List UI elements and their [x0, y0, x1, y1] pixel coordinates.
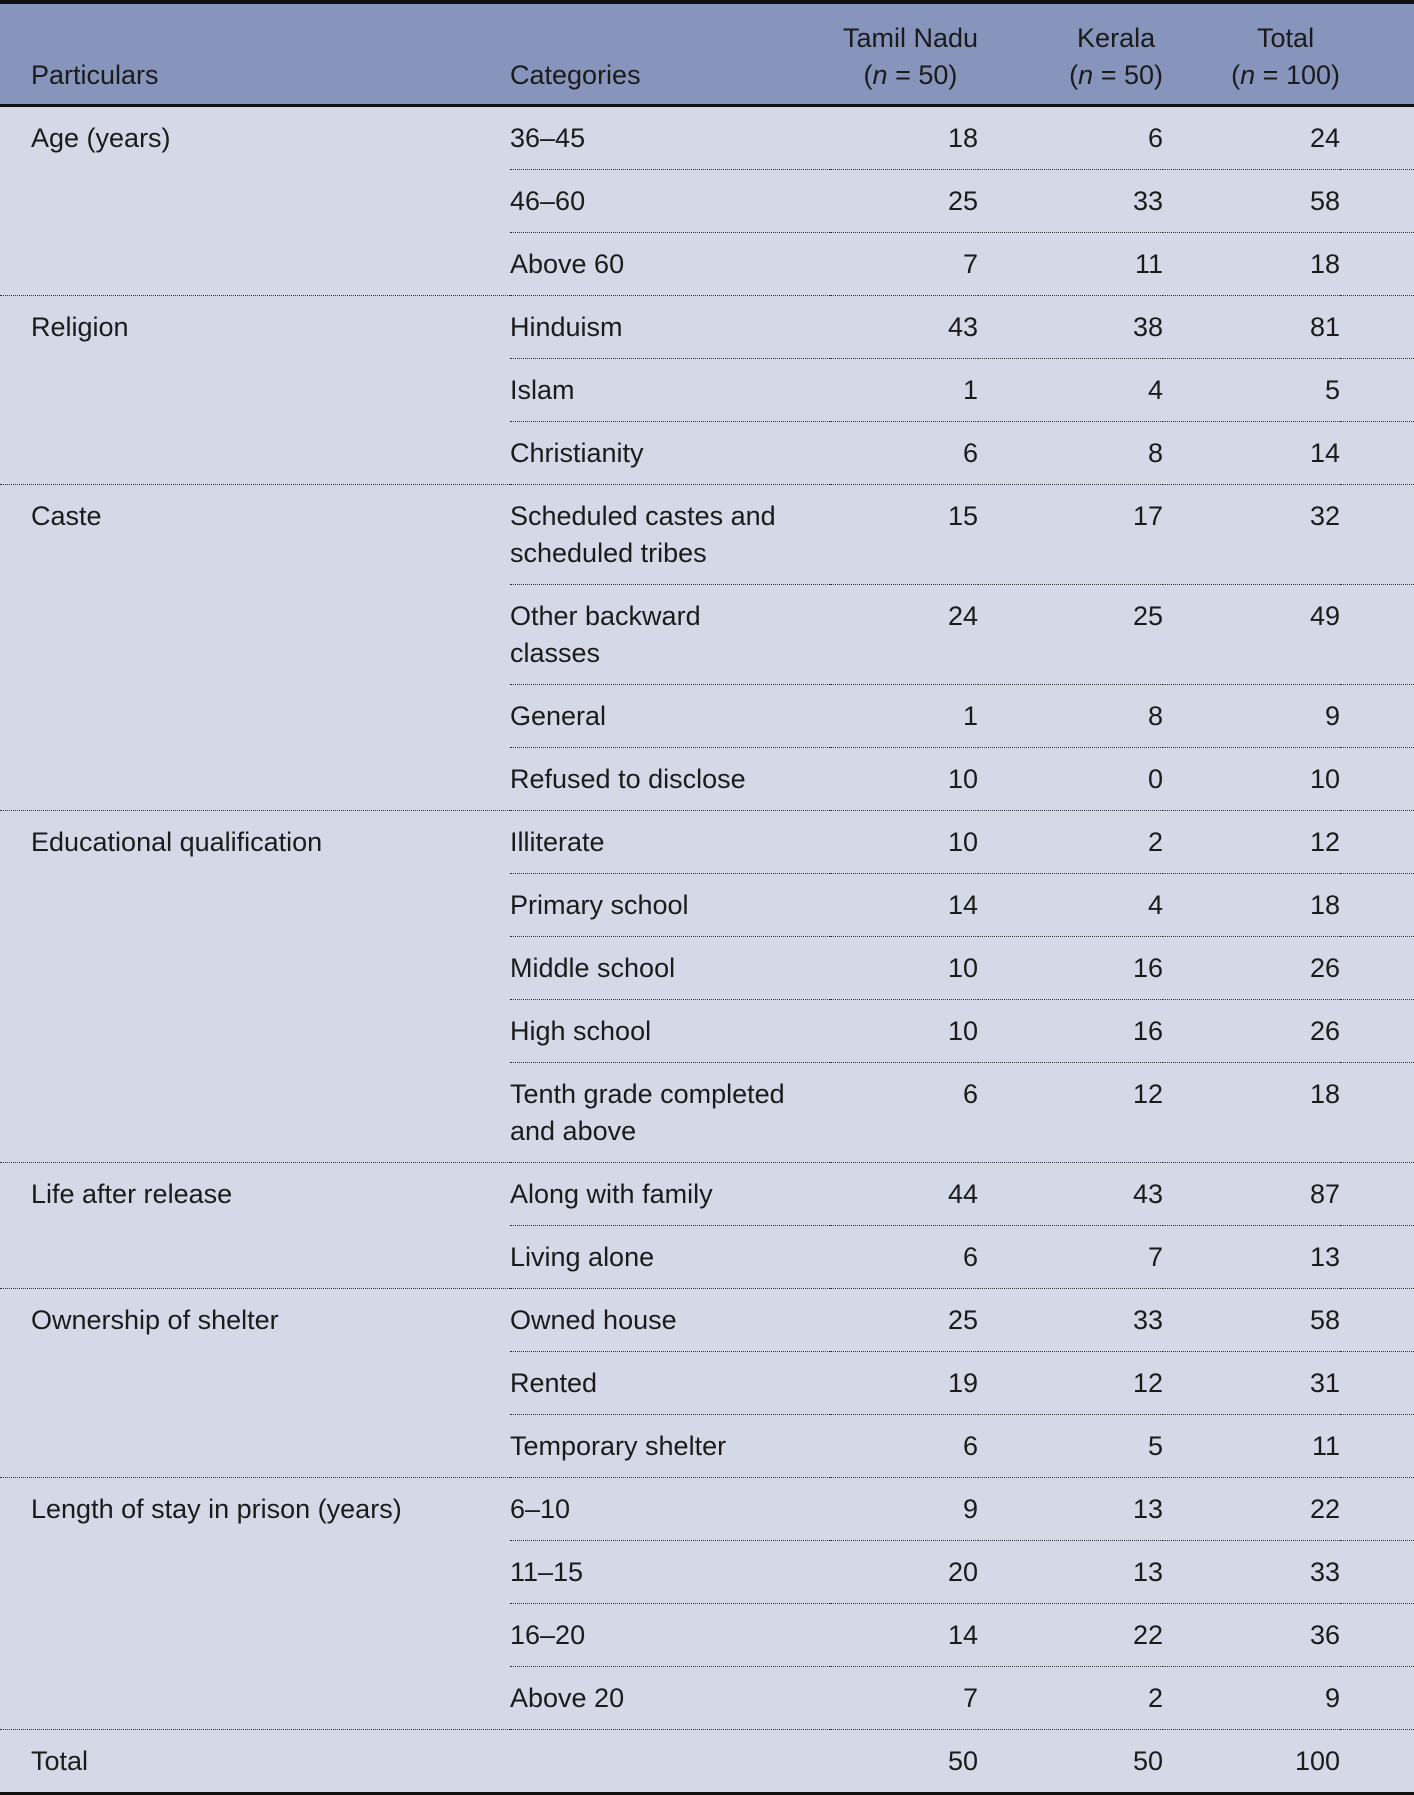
particulars-cell: Religion	[0, 296, 510, 359]
kerala-cell: 16	[978, 1000, 1163, 1063]
particulars-cell	[0, 359, 510, 422]
header-row	[0, 2, 1414, 106]
particulars-cell	[0, 1541, 510, 1604]
total-cell: 14	[1163, 422, 1340, 485]
total-cell: 58	[1163, 1289, 1340, 1352]
table-row	[0, 1163, 1414, 1226]
particulars-cell: Caste	[0, 485, 510, 585]
kerala-cell: 13	[978, 1478, 1163, 1541]
particulars-cell: Age (years)	[31, 123, 171, 153]
n-symbol: n	[1078, 60, 1094, 90]
total-cell: 9	[1163, 1667, 1340, 1730]
total-cell: 24	[1309, 123, 1340, 153]
tamil-nadu-cell: 25	[830, 170, 978, 233]
spacer-cell	[1340, 874, 1414, 937]
total-cell: 5	[1163, 359, 1340, 422]
kerala-cell: 12	[978, 1063, 1163, 1163]
particulars-cell	[0, 170, 510, 233]
particulars-cell	[0, 1063, 510, 1163]
table-row	[0, 748, 1414, 811]
particulars-cell	[0, 1667, 510, 1730]
kerala-cell: 6	[1147, 123, 1163, 153]
category-cell: High school	[510, 1000, 830, 1063]
table-row	[0, 585, 1414, 685]
total-cell: 12	[1163, 811, 1340, 874]
table-row	[0, 1226, 1414, 1289]
kerala-cell: 8	[978, 422, 1163, 485]
category-cell: 6–10	[510, 1478, 830, 1541]
spacer-cell	[1340, 811, 1414, 874]
header-kerala	[978, 2, 1163, 106]
category-cell: Tenth grade completed and above	[510, 1063, 830, 1163]
total-cell: 9	[1163, 685, 1340, 748]
spacer-cell	[1340, 1163, 1414, 1226]
particulars-cell	[0, 1000, 510, 1063]
kerala-cell: 38	[978, 296, 1163, 359]
header-particulars: Particulars	[0, 2, 510, 106]
table-row	[0, 1667, 1414, 1730]
particulars-cell	[0, 422, 510, 485]
category-cell: Christianity	[510, 422, 830, 485]
n-value: = 50	[1100, 60, 1154, 90]
tamil-nadu-cell: 10	[830, 1000, 978, 1063]
table-row	[0, 1289, 1414, 1352]
particulars-cell	[0, 233, 510, 296]
particulars-cell	[0, 1352, 510, 1415]
total-cell: 32	[1163, 485, 1340, 585]
table-row	[0, 359, 1414, 422]
particulars-cell	[0, 585, 510, 685]
particulars-cell: Life after release	[0, 1163, 510, 1226]
category-cell	[510, 1730, 830, 1794]
table-row	[0, 1063, 1414, 1163]
table-row	[0, 811, 1414, 874]
total-cell: 13	[1163, 1226, 1340, 1289]
kerala-cell: 11	[978, 233, 1163, 296]
table-row	[0, 1541, 1414, 1604]
tamil-nadu-cell: 43	[830, 296, 978, 359]
tamil-nadu-cell: 25	[830, 1289, 978, 1352]
n-symbol: n	[872, 60, 888, 90]
spacer-cell	[1340, 422, 1414, 485]
spacer-cell	[1340, 1352, 1414, 1415]
kerala-cell: 13	[978, 1541, 1163, 1604]
particulars-cell	[0, 874, 510, 937]
particulars-cell	[0, 1226, 510, 1289]
category-cell: Primary school	[510, 874, 830, 937]
tamil-nadu-cell: 6	[830, 1063, 978, 1163]
spacer-cell	[1340, 1604, 1414, 1667]
spacer-cell	[1340, 748, 1414, 811]
category-cell: Illiterate	[510, 811, 830, 874]
total-cell: 49	[1163, 585, 1340, 685]
grand-total: 100	[1163, 1730, 1340, 1794]
spacer-cell	[1340, 1667, 1414, 1730]
category-cell: Along with family	[510, 1163, 830, 1226]
category-cell: 11–15	[510, 1541, 830, 1604]
tamil-nadu-cell: 6	[830, 1226, 978, 1289]
spacer-cell	[1340, 1000, 1414, 1063]
n-value: = 50	[895, 60, 949, 90]
category-cell: Owned house	[510, 1289, 830, 1352]
tamil-nadu-cell: 7	[830, 233, 978, 296]
total-cell: 11	[1163, 1415, 1340, 1478]
kerala-total: 50	[978, 1730, 1163, 1794]
particulars-cell: Educational qualification	[0, 811, 510, 874]
tamil-nadu-cell: 24	[830, 585, 978, 685]
table-row	[0, 1604, 1414, 1667]
particulars-cell	[0, 1604, 510, 1667]
category-cell: Middle school	[510, 937, 830, 1000]
spacer-cell	[1340, 1415, 1414, 1478]
tamil-nadu-cell: 44	[830, 1163, 978, 1226]
spacer-cell	[1340, 233, 1414, 296]
kerala-cell: 25	[978, 585, 1163, 685]
table-row	[0, 685, 1414, 748]
category-cell: Hinduism	[510, 296, 830, 359]
particulars-cell	[0, 748, 510, 811]
kerala-cell: 4	[978, 359, 1163, 422]
tamil-nadu-cell: 1	[830, 359, 978, 422]
category-cell: Above 20	[510, 1667, 830, 1730]
kerala-cell: 43	[978, 1163, 1163, 1226]
tamil-nadu-cell: 14	[830, 1604, 978, 1667]
particulars-cell: Length of stay in prison (years)	[0, 1478, 510, 1541]
n-value: = 100	[1262, 60, 1331, 90]
total-cell: 18	[1163, 1063, 1340, 1163]
total-cell: 36	[1163, 1604, 1340, 1667]
category-cell: 36–45	[510, 123, 586, 153]
kerala-cell: 22	[978, 1604, 1163, 1667]
category-cell: General	[510, 685, 830, 748]
table-row	[0, 170, 1414, 233]
spacer-cell	[1340, 296, 1414, 359]
total-cell: 58	[1163, 170, 1340, 233]
spacer-cell	[1340, 485, 1414, 585]
tamil-nadu-cell: 15	[830, 485, 978, 585]
table-row	[0, 1415, 1414, 1478]
total-cell: 18	[1163, 874, 1340, 937]
spacer-cell	[1340, 170, 1414, 233]
category-cell: Living alone	[510, 1226, 830, 1289]
spacer-cell	[1340, 937, 1414, 1000]
total-cell: 81	[1163, 296, 1340, 359]
tamil-nadu-cell: 18	[947, 123, 978, 153]
tamil-nadu-cell: 6	[830, 1415, 978, 1478]
spacer-cell	[1340, 1541, 1414, 1604]
column-name: Total	[1257, 23, 1315, 53]
table-row	[0, 233, 1414, 296]
tamil-nadu-cell: 19	[830, 1352, 978, 1415]
table-row	[0, 937, 1414, 1000]
total-cell: 33	[1163, 1541, 1340, 1604]
column-header-text: Total (n = 100)	[1231, 23, 1340, 90]
table-row	[0, 106, 1414, 170]
category-cell: Scheduled castes and scheduled tribes	[510, 485, 830, 585]
table-row	[0, 874, 1414, 937]
category-cell: 16–20	[510, 1604, 830, 1667]
column-name: Tamil Nadu	[842, 23, 978, 53]
total-cell: 26	[1163, 1000, 1340, 1063]
total-row	[0, 1730, 1414, 1794]
kerala-cell: 16	[978, 937, 1163, 1000]
tamil-nadu-cell: 9	[830, 1478, 978, 1541]
category-cell: Above 60	[510, 233, 830, 296]
table-row	[0, 296, 1414, 359]
spacer-cell	[1340, 106, 1414, 170]
spacer-cell	[1340, 1478, 1414, 1541]
category-cell: Other backward classes	[510, 585, 830, 685]
kerala-cell: 33	[978, 170, 1163, 233]
spacer-cell	[1340, 1289, 1414, 1352]
spacer-cell	[1340, 1730, 1414, 1794]
column-name: Kerala	[1077, 23, 1156, 53]
column-header-text: Tamil Nadu (n = 50)	[842, 23, 978, 90]
tamil-nadu-cell: 14	[830, 874, 978, 937]
tamil-nadu-cell: 20	[830, 1541, 978, 1604]
particulars-cell	[0, 937, 510, 1000]
tamil-nadu-cell: 10	[830, 937, 978, 1000]
table-row	[0, 1478, 1414, 1541]
spacer-cell	[1340, 1226, 1414, 1289]
particulars-cell: Ownership of shelter	[0, 1289, 510, 1352]
kerala-cell: 2	[978, 811, 1163, 874]
spacer-cell	[1340, 1063, 1414, 1163]
total-cell: 10	[1163, 748, 1340, 811]
kerala-cell: 2	[978, 1667, 1163, 1730]
category-cell: Islam	[510, 359, 830, 422]
tamil-nadu-cell: 6	[830, 422, 978, 485]
column-header-text: Kerala (n = 50)	[1069, 23, 1163, 90]
spacer-cell	[1340, 685, 1414, 748]
table-row	[0, 1352, 1414, 1415]
kerala-cell: 8	[978, 685, 1163, 748]
tamil-nadu-cell: 7	[830, 1667, 978, 1730]
header-categories: Categories	[510, 2, 830, 106]
tamil-nadu-cell: 1	[830, 685, 978, 748]
kerala-cell: 12	[978, 1352, 1163, 1415]
total-cell: 87	[1163, 1163, 1340, 1226]
n-symbol: n	[1240, 60, 1256, 90]
table-row	[0, 1000, 1414, 1063]
kerala-cell: 0	[978, 748, 1163, 811]
category-cell: Refused to disclose	[510, 748, 830, 811]
total-cell: 18	[1163, 233, 1340, 296]
particulars-cell	[0, 1415, 510, 1478]
category-cell: Temporary shelter	[510, 1415, 830, 1478]
table-row	[0, 485, 1414, 585]
tamil-nadu-cell: 10	[830, 811, 978, 874]
category-cell: 46–60	[510, 170, 830, 233]
header-tamil-nadu	[830, 2, 978, 106]
spacer-cell	[1340, 359, 1414, 422]
category-cell: Rented	[510, 1352, 830, 1415]
total-label: Total	[0, 1730, 510, 1794]
kerala-cell: 5	[978, 1415, 1163, 1478]
particulars-cell	[0, 685, 510, 748]
header-total	[1163, 2, 1340, 106]
tamil-nadu-cell: 10	[830, 748, 978, 811]
kerala-cell: 33	[978, 1289, 1163, 1352]
total-cell: 31	[1163, 1352, 1340, 1415]
kerala-cell: 4	[978, 874, 1163, 937]
kerala-cell: 7	[978, 1226, 1163, 1289]
total-cell: 22	[1163, 1478, 1340, 1541]
total-cell: 26	[1163, 937, 1340, 1000]
spacer-cell	[1340, 585, 1414, 685]
tamil-nadu-total: 50	[830, 1730, 978, 1794]
kerala-cell: 17	[978, 485, 1163, 585]
table-row	[0, 422, 1414, 485]
